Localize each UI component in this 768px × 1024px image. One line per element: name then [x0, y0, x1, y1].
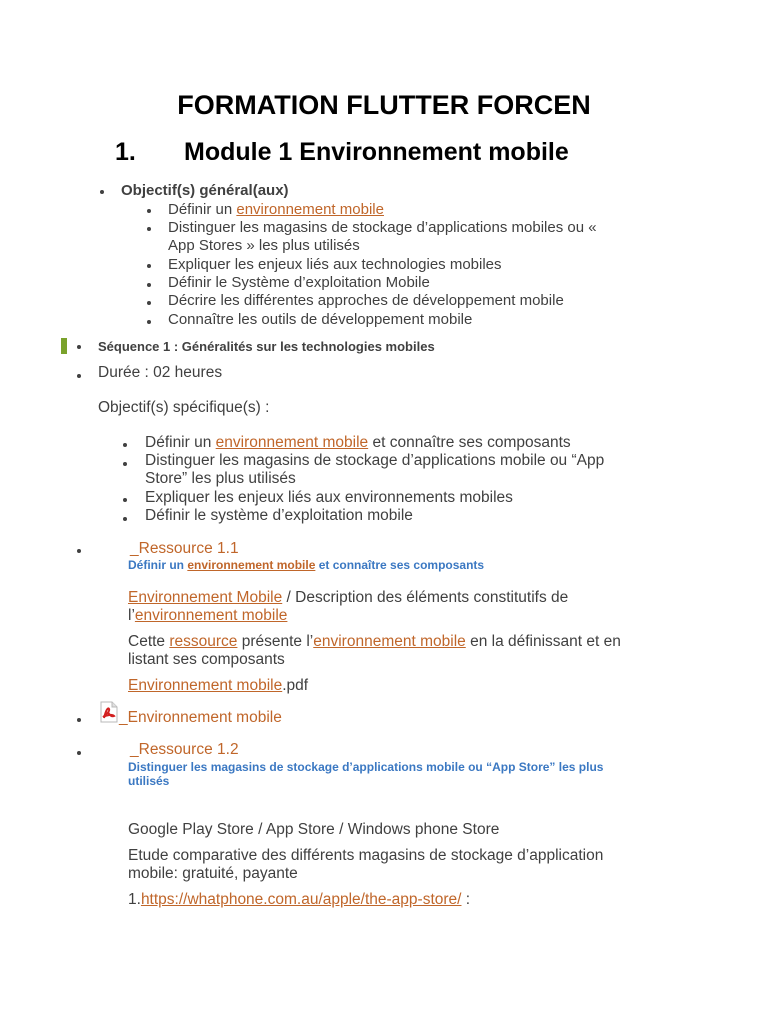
environnement-mobile-link[interactable]: environnement mobile	[313, 633, 466, 650]
bullet	[147, 283, 151, 287]
ressource-1-1-line1	[128, 589, 568, 607]
bullet	[123, 443, 127, 447]
pdf-item-label[interactable]: _Environnement mobile	[119, 709, 282, 726]
text: présente l’	[237, 633, 314, 650]
objectif-item-4: Définir le Système d’exploitation Mobile	[168, 274, 430, 291]
objectif-item-2a: Distinguer les magasins de stockage d’applications mobiles ou «	[168, 219, 597, 236]
ressource-1-1-desc	[128, 633, 621, 651]
text: Cette	[128, 633, 170, 650]
environnement-mobile-link[interactable]: environnement mobile	[134, 607, 288, 624]
bullet	[77, 549, 81, 553]
text: Définir un	[168, 201, 237, 218]
bullet	[77, 718, 81, 722]
text: en la définissant et en	[465, 633, 621, 650]
ressource-1-2-label[interactable]: _Ressource 1.2	[130, 741, 239, 758]
module-title: Module 1 Environnement mobile	[184, 138, 569, 166]
specifique-item-2b: Store” les plus utilisés	[145, 470, 296, 487]
ressource-1-1-subtitle	[128, 558, 484, 572]
text: .pdf	[282, 677, 309, 694]
text: et connaître ses composants	[368, 434, 571, 451]
ressource-1-1-line2	[128, 607, 287, 625]
specifique-item-1	[145, 434, 571, 452]
bullet	[77, 374, 81, 378]
ressource-1-2-subtitle: Distinguer les magasins de stockage d’applications mobile ou “App Store” les plus	[128, 760, 604, 774]
environnement-mobile-link[interactable]: environnement mobile	[215, 434, 369, 451]
ressource-1-2-subtitle-line2: utilisés	[128, 774, 170, 788]
module-number: 1.	[115, 138, 136, 166]
etude-line1: Etude comparative des différents magasins de stockage d’application	[128, 847, 604, 864]
environnement-mobile-link[interactable]: environnement mobile	[187, 558, 316, 572]
document-title: FORMATION FLUTTER FORCEN	[177, 90, 591, 120]
ressource-1-1-label[interactable]: _Ressource 1.1	[130, 540, 239, 557]
bullet	[147, 301, 151, 305]
bullet	[77, 751, 81, 755]
specifique-item-2a: Distinguer les magasins de stockage d’applications mobile ou “App	[145, 452, 605, 469]
objectifs-specifiques-label: Objectif(s) spécifique(s) :	[98, 399, 270, 416]
ressource-1-1-pdf	[128, 677, 308, 695]
bullet	[123, 462, 127, 466]
bullet	[123, 517, 127, 521]
section-marker	[61, 338, 67, 354]
objectif-item-2b: App Stores » les plus utilisés	[168, 237, 360, 254]
ressource-link[interactable]: ressource	[169, 633, 238, 650]
text: et connaître ses composants	[315, 558, 485, 572]
objectif-item-5: Décrire les différentes approches de développement mobile	[168, 292, 564, 309]
environnement-mobile-link[interactable]: Environnement Mobile	[128, 589, 283, 606]
bullet	[147, 320, 151, 324]
specifique-item-3: Expliquer les enjeux liés aux environnements mobiles	[145, 489, 513, 506]
etude-line2: mobile: gratuité, payante	[128, 865, 298, 882]
bullet	[147, 209, 151, 213]
pdf-icon[interactable]	[99, 701, 119, 723]
url-line	[128, 891, 470, 909]
objectif-item-3: Expliquer les enjeux liés aux technologies mobiles	[168, 256, 502, 273]
bullet	[147, 264, 151, 268]
objectif-item-6: Connaître les outils de développement mobile	[168, 311, 473, 328]
text: l’	[128, 607, 135, 624]
text: / Description des éléments constitutifs de	[282, 589, 569, 606]
bullet	[123, 498, 127, 502]
environnement-mobile-link[interactable]: environnement mobile	[236, 201, 384, 218]
app-store-url-link[interactable]: https://whatphone.com.au/apple/the-app-store/	[140, 891, 462, 908]
bullet	[100, 190, 104, 194]
duree: Durée : 02 heures	[98, 364, 223, 381]
specifique-item-4: Définir le système d’exploitation mobile	[145, 507, 413, 524]
text: Définir un	[145, 434, 216, 451]
bullet	[77, 345, 81, 349]
environnement-mobile-pdf-link[interactable]: Environnement mobile	[128, 677, 283, 694]
bullet	[147, 227, 151, 231]
stores-list: Google Play Store / App Store / Windows phone Store	[128, 821, 500, 838]
objectifs-generaux-heading: Objectif(s) général(aux)	[121, 182, 289, 199]
text: :	[461, 891, 471, 908]
text: Définir un	[128, 558, 188, 572]
ressource-1-1-desc-line2: listant ses composants	[128, 651, 285, 668]
sequence-heading: Séquence 1 : Généralités sur les technologies mobiles	[98, 339, 435, 354]
objectif-item-1	[168, 201, 384, 219]
text: 1.	[128, 891, 141, 908]
